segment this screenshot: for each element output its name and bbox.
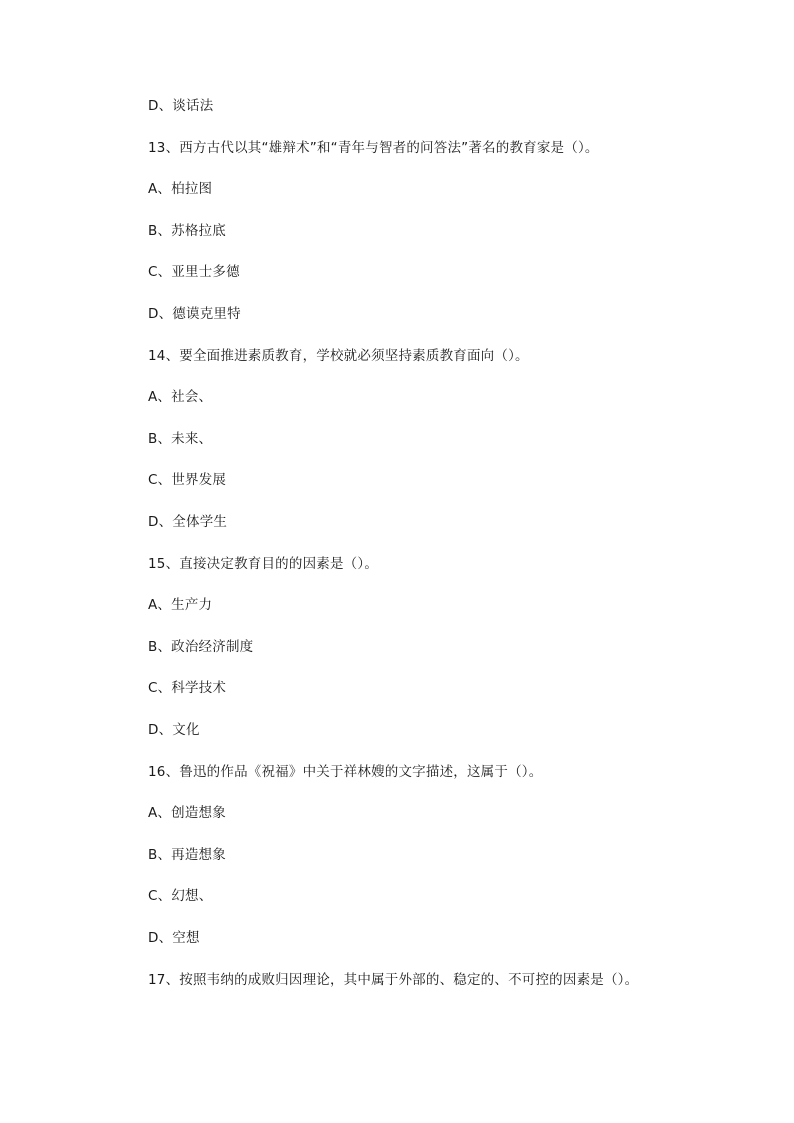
- option-13-d: D、德谟克里特: [148, 306, 241, 322]
- option-16-c: C、幻想、: [148, 888, 213, 904]
- option-15-a: A、生产力: [148, 597, 213, 613]
- option-16-a: A、创造想象: [148, 805, 226, 821]
- option-16-d: D、空想: [148, 930, 200, 946]
- option-14-b: B、未来、: [148, 431, 213, 447]
- option-14-a: A、社会、: [148, 389, 213, 405]
- option-14-c: C、世界发展: [148, 472, 227, 488]
- option-14-d: D、全体学生: [148, 514, 228, 530]
- question-14: 14、要全面推进素质教育，学校就必须坚持素质教育面向（）。: [148, 348, 529, 364]
- option-13-a: A、柏拉图: [148, 181, 213, 197]
- option-13-b: B、苏格拉底: [148, 223, 226, 239]
- question-17: 17、按照韦纳的成败归因理论，其中属于外部的、稳定的、不可控的因素是（）。: [148, 972, 639, 988]
- option-16-b: B、再造想象: [148, 847, 226, 863]
- option-12-d: D、谈话法: [148, 98, 214, 114]
- question-15: 15、直接决定教育目的的因素是（）。: [148, 556, 379, 572]
- option-15-d: D、文化: [148, 722, 200, 738]
- question-13: 13、西方古代以其“雄辩术”和“青年与智者的问答法”著名的教育家是（）。: [148, 140, 599, 156]
- option-13-c: C、亚里士多德: [148, 264, 240, 280]
- option-15-c: C、科学技术: [148, 680, 227, 696]
- option-15-b: B、政治经济制度: [148, 639, 254, 655]
- question-16: 16、鲁迅的作品《祝福》中关于祥林嫂的文字描述，这属于（）。: [148, 764, 543, 780]
